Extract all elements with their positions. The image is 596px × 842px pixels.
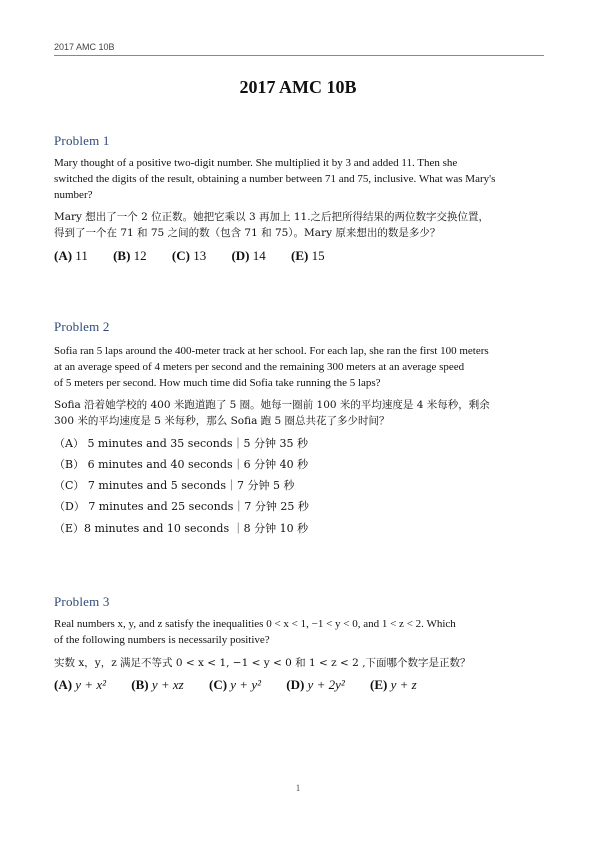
problem-3-choices (54, 677, 439, 693)
choice-a: (A) y + x² (54, 677, 107, 692)
choice-c: (C) 13 (171, 248, 207, 263)
header-rule (54, 55, 544, 56)
problem-2-english (54, 343, 542, 391)
problem-3-chinese (54, 655, 542, 671)
choice-b: (B) y + xz (131, 677, 184, 692)
choice-e: (E) 15 (291, 248, 325, 263)
problem-1-zh-line-2: 得到了一个在 71 和 75 之间的数（包含 71 和 75）。Mary 原来想出的数是多少？ (54, 227, 441, 239)
problem-1-choices (54, 248, 347, 264)
choice-b: (B) 12 (113, 248, 147, 263)
choice-d: (D) 14 (231, 248, 266, 263)
running-header: 2017 AMC 10B (54, 42, 115, 52)
problem-2-choice-a: （A） 5 minutes and 35 seconds｜5 分钟 35 秒 (54, 437, 308, 450)
problem-2-en-line-2: at an average speed of 4 meters per second and the remaining 300 meters at an average speed (54, 361, 465, 373)
problem-2-choice-c: （C） 7 minutes and 5 seconds｜7 分钟 5 秒 (54, 479, 295, 492)
choice-d: (D) y + 2y² (286, 677, 345, 692)
choice-c: (C) y + y² (208, 677, 261, 692)
problem-2-zh-line-1: Sofia 沿着她学校的 400 米跑道跑了 5 圈。她每一圈前 100 米的平均速度是 4 米每秒，剩余 (54, 399, 490, 411)
page-title: 2017 AMC 10B (239, 77, 357, 97)
problem-3-en-line-1: Real numbers x, y, and z satisfy the inequalities 0 < x < 1, −1 < y < 0, and 1 < z < 2. Which (54, 618, 456, 630)
problem-1-zh-line-1: Mary 想出了一个 2 位正数。她把它乘以 3 再加上 11.之后把所得结果的两位数字交换位置， (54, 211, 490, 223)
problem-2-zh-line-2: 300 米的平均速度是 5 米每秒，那么 Sofia 跑 5 圈总共花了多少时间？ (54, 415, 390, 427)
problem-1-english (54, 155, 542, 203)
problem-1-en-line-1: Mary thought of a positive two-digit number. She multiplied it by 3 and added 11. Then she (54, 157, 458, 169)
problem-1-en-line-3: number? (54, 189, 93, 201)
problem-3-english (54, 616, 542, 648)
choice-e: (E) y + z (370, 677, 417, 692)
problem-2-chinese (54, 397, 542, 429)
problem-3-zh-line-1: 实数 x，y，z 满足不等式 0 < x < 1, −1 < y < 0 和 1 < z < 2 ,下面哪个数字是正数？ (54, 657, 471, 669)
choice-a: (A) 11 (54, 248, 88, 263)
problem-2-heading: Problem 2 (54, 319, 110, 334)
problem-1-heading: Problem 1 (54, 133, 110, 148)
problem-3-en-line-2: of the following numbers is necessarily positive? (54, 634, 270, 646)
page-number: 1 (295, 783, 301, 793)
problem-1-chinese (54, 209, 542, 241)
problem-2-en-line-1: Sofia ran 5 laps around the 400-meter track at her school. For each lap, she ran the first 100 meters (54, 345, 489, 357)
problem-2-choice-e: （E）8 minutes and 10 seconds ｜8 分钟 10 秒 (54, 522, 309, 535)
problem-1-en-line-2: switched the digits of the result, obtaining a number between 71 and 75, inclusive. What was Mary's (54, 173, 496, 185)
problem-3-heading: Problem 3 (54, 594, 110, 609)
problem-2-choice-b: （B） 6 minutes and 40 seconds｜6 分钟 40 秒 (54, 458, 309, 471)
problem-2-en-line-3: of 5 meters per second. How much time did Sofia take running the 5 laps? (54, 377, 381, 389)
problem-2-choice-d: （D） 7 minutes and 25 seconds｜7 分钟 25 秒 (54, 500, 309, 513)
